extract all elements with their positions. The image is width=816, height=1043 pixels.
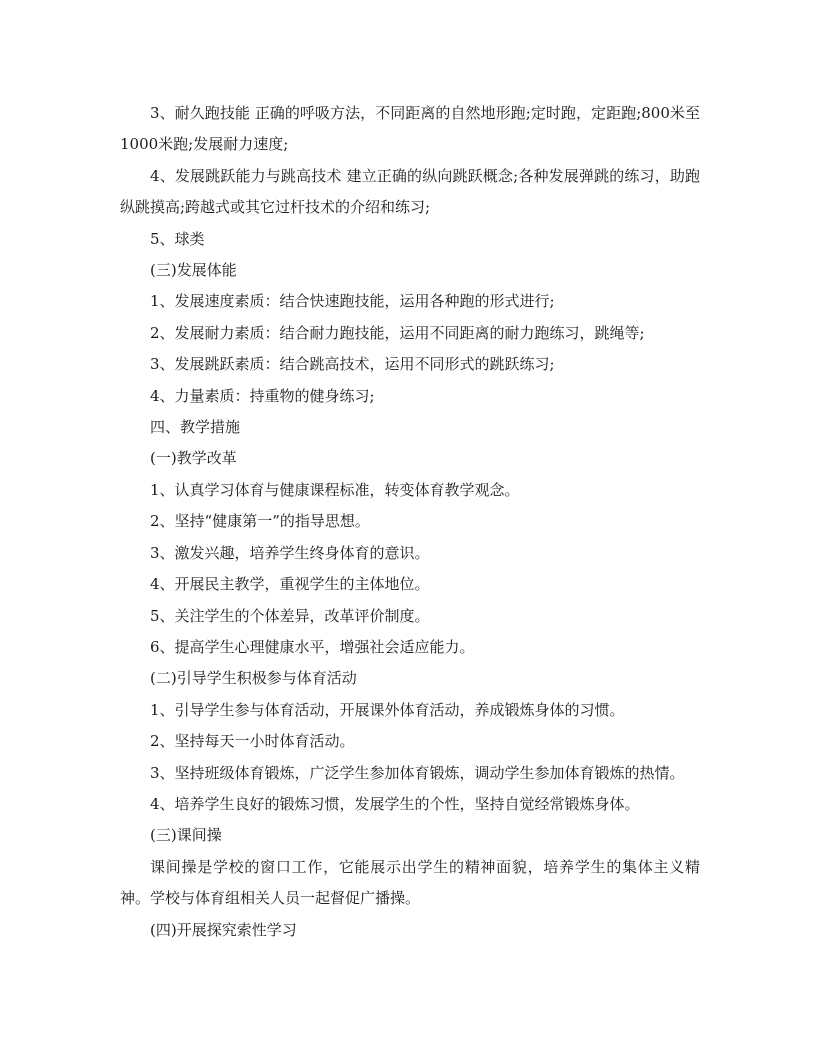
heading-break-exercises: (三)课间操 xyxy=(150,826,222,845)
heading-teaching-reform: (一)教学改革 xyxy=(150,449,237,468)
heading-teaching-measures: 四、教学措施 xyxy=(150,418,241,437)
list-item: 2、发展耐力素质：结合耐力跑技能，运用不同距离的耐力跑练习，跳绳等; xyxy=(150,323,645,342)
document-body xyxy=(120,98,700,946)
list-item: 2、坚持“健康第一”的指导思想。 xyxy=(150,512,370,531)
list-item: 4、培养学生良好的锻炼习惯，发展学生的个性，坚持自觉经常锻炼身体。 xyxy=(150,794,640,813)
paragraph-ball-games: 5、球类 xyxy=(150,229,205,248)
list-item: 5、关注学生的个体差异，改革评价制度。 xyxy=(150,606,430,625)
heading-guide-participation: (二)引导学生积极参与体育活动 xyxy=(150,669,357,688)
list-item: 1、认真学习体育与健康课程标准，转变体育教学观念。 xyxy=(150,480,520,499)
list-item: 3、发展跳跃素质：结合跳高技术，运用不同形式的跳跃练习; xyxy=(150,355,555,374)
paragraph-break-exercises: 课间操是学校的窗口工作，它能展示出学生的精神面貌，培养学生的集体主义精神。学校与体育组相关人员一起督促广播操。 xyxy=(120,857,700,908)
list-item: 1、发展速度素质：结合快速跑技能，运用各种跑的形式进行; xyxy=(150,292,555,311)
heading-develop-fitness: (三)发展体能 xyxy=(150,261,237,280)
list-item: 6、提高学生心理健康水平，增强社会适应能力。 xyxy=(150,637,475,656)
list-item: 2、坚持每天一小时体育活动。 xyxy=(150,732,355,751)
list-item: 4、开展民主教学，重视学生的主体地位。 xyxy=(150,575,430,594)
list-item: 4、力量素质：持重物的健身练习; xyxy=(150,386,375,405)
list-item: 3、坚持班级体育锻炼，广泛学生参加体育锻炼，调动学生参加体育锻炼的热情。 xyxy=(150,763,685,782)
list-item: 3、激发兴趣，培养学生终身体育的意识。 xyxy=(150,543,430,562)
paragraph-jumping: 4、发展跳跃能力与跳高技术 建立正确的纵向跳跃概念;各种发展弹跳的练习，助跑纵跳摸高;跨越式或其它过杆技术的介绍和练习; xyxy=(120,166,700,217)
list-item: 1、引导学生参与体育活动，开展课外体育活动，养成锻炼身体的习惯。 xyxy=(150,700,625,719)
heading-inquiry-learning: (四)开展探究索性学习 xyxy=(150,920,297,939)
paragraph-endurance-run: 3、耐久跑技能 正确的呼吸方法，不同距离的自然地形跑;定时跑，定距跑;800米至1000米跑;发展耐力速度; xyxy=(120,104,700,154)
